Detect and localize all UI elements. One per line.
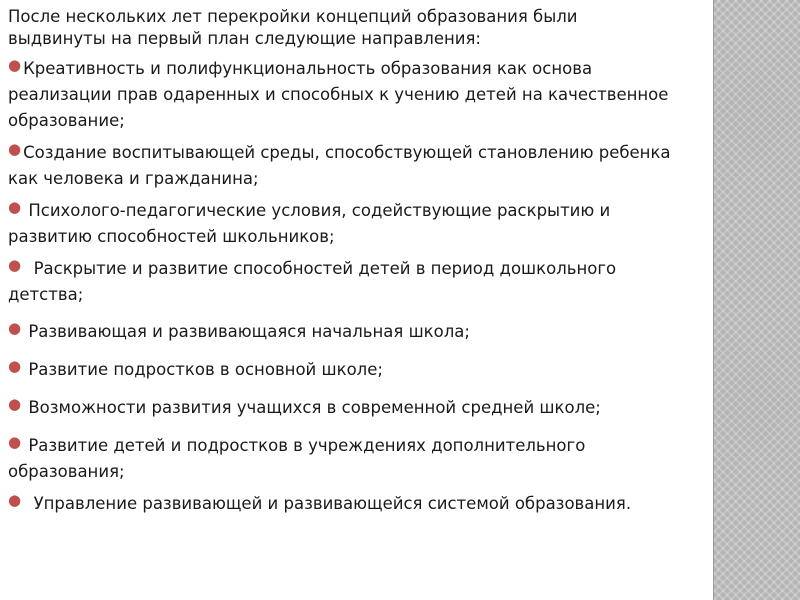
list-item	[8, 433, 713, 485]
list-item-line: реализации прав одаренных и способных к учению детей на качественное	[8, 85, 669, 104]
list-item-line: образования;	[8, 462, 125, 481]
list-item	[8, 491, 713, 517]
bullet-dot-icon: ●	[8, 433, 22, 451]
list-item-line: Возможности развития учащихся в современной средней школе;	[23, 398, 601, 417]
list-item-line: развитию способностей школьников;	[8, 227, 335, 246]
bullet-dot-icon: ●	[8, 56, 22, 74]
list-item	[8, 256, 713, 308]
list-item	[8, 198, 713, 250]
list-item-line: детства;	[8, 285, 84, 304]
list-item	[8, 140, 713, 192]
decorative-side-strip	[714, 0, 800, 600]
directions-list	[8, 56, 713, 517]
bullet-dot-icon: ●	[8, 140, 22, 158]
list-item	[8, 357, 713, 383]
intro-line: выдвинуты на первый план следующие направления:	[8, 28, 481, 48]
intro-line: После нескольких лет перекройки концепций образования были	[8, 7, 578, 26]
list-item-line: Раскрытие и развитие способностей детей в период дошкольного	[23, 259, 617, 278]
bullet-dot-icon: ●	[8, 357, 22, 375]
bullet-dot-icon: ●	[8, 198, 22, 216]
list-item-line: Создание воспитывающей среды, способствующей становлению ребенка	[23, 143, 671, 162]
list-item	[8, 56, 713, 134]
bullet-dot-icon: ●	[8, 395, 22, 413]
list-item-line: Психолого-педагогические условия, содействующие раскрытию и	[23, 201, 611, 220]
list-item	[8, 395, 713, 421]
list-item-line: Развитие подростков в основной школе;	[23, 360, 383, 379]
bullet-dot-icon: ●	[8, 491, 22, 509]
list-item-line: Креативность и полифункциональность образования как основа	[23, 59, 593, 78]
bullet-dot-icon: ●	[8, 319, 22, 337]
list-item-line: образование;	[8, 111, 125, 130]
list-item-line: Развитие детей и подростков в учреждениях дополнительного	[23, 436, 586, 455]
intro-paragraph	[8, 6, 713, 49]
list-item-line: как человека и гражданина;	[8, 169, 259, 188]
list-item-line: Развивающая и развивающаяся начальная школа;	[23, 322, 470, 341]
slide-body	[8, 0, 713, 517]
bullet-dot-icon: ●	[8, 256, 22, 274]
list-item-line: Управление развивающей и развивающейся системой образования.	[23, 494, 632, 513]
list-item	[8, 319, 713, 345]
